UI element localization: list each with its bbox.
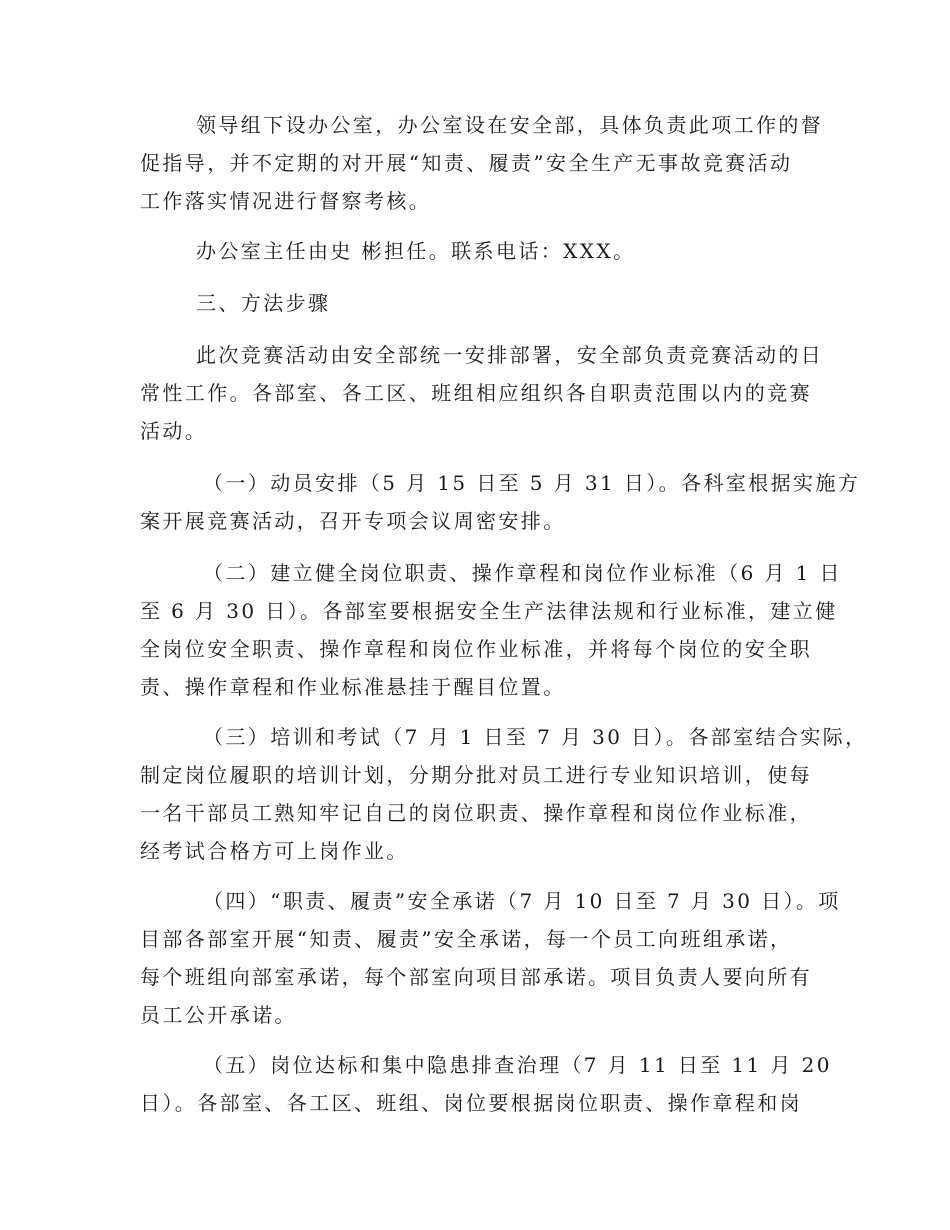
- text-line: 员工公开承诺。: [140, 1003, 297, 1027]
- text-line: 全岗位安全职责、操作章程和岗位作业标准，并将每个岗位的安全职: [140, 637, 812, 661]
- heading-text: 三、方法步骤: [196, 291, 331, 315]
- paragraph-competition-overview: [140, 336, 824, 450]
- paragraph-step-1: [140, 464, 861, 540]
- text-line: 每个班组向部室承诺，每个部室向项目部承诺。项目负责人要向所有: [140, 965, 812, 989]
- paragraph-office-setup: [140, 106, 824, 220]
- section-heading-methods: [140, 284, 812, 322]
- text-line: 一名干部员工熟知牢记自己的岗位职责、操作章程和岗位作业标准，: [140, 801, 812, 825]
- text-line: （五）岗位达标和集中隐患排查治理（7 月 11 日至 11 月 20: [203, 1053, 832, 1077]
- text-line: 制定岗位履职的培训计划，分期分批对员工进行专业知识培训，使每: [140, 763, 812, 787]
- paragraph-step-4: [140, 882, 841, 1034]
- text-line: 工作落实情况进行督察考核。: [140, 189, 432, 213]
- text-line: 案开展竞赛活动，召开专项会议周密安排。: [140, 509, 566, 533]
- paragraph-office-director: [140, 232, 812, 270]
- text-line: 日）。各部室、各工区、班组、岗位要根据岗位职责、操作章程和岗: [140, 1091, 802, 1115]
- text-line: 促指导，并不定期的对开展“知责、履责”安全生产无事故竞赛活动: [140, 151, 793, 175]
- text-line: 领导组下设办公室，办公室设在安全部，具体负责此项工作的督: [196, 113, 824, 137]
- text-line: 经考试合格方可上岗作业。: [140, 839, 409, 863]
- text-line: 至 6 月 30 日）。各部室要根据安全生产法律法规和行业标准，建立健: [140, 599, 838, 623]
- paragraph-step-2: [140, 554, 842, 706]
- text-line: 办公室主任由史 彬担任。联系电话：XXX。: [196, 239, 636, 263]
- text-line: 此次竞赛活动由安全部统一安排部署，安全部负责竞赛活动的日: [196, 343, 824, 367]
- paragraph-step-5: [140, 1046, 832, 1122]
- text-line: （四）“职责、履责”安全承诺（7 月 10 日至 7 月 30 日）。项: [203, 889, 841, 913]
- text-line: （一）动员安排（5 月 15 日至 5 月 31 日）。各科室根据实施方: [203, 471, 861, 495]
- text-line: 常性工作。各部室、各工区、班组相应组织各自职责范围以内的竞赛: [140, 381, 812, 405]
- text-line: 目部各部室开展“知责、履责”安全承诺，每一个员工向班组承诺，: [140, 927, 793, 951]
- text-line: 活动。: [140, 419, 208, 443]
- text-line: （二）建立健全岗位职责、操作章程和岗位作业标准（6 月 1 日: [203, 561, 842, 585]
- text-line: 责、操作章程和作业标准悬挂于醒目位置。: [140, 675, 566, 699]
- paragraph-step-3: [140, 718, 868, 870]
- text-line: （三）培训和考试（7 月 1 日至 7 月 30 日）。各部室结合实际，: [203, 725, 868, 749]
